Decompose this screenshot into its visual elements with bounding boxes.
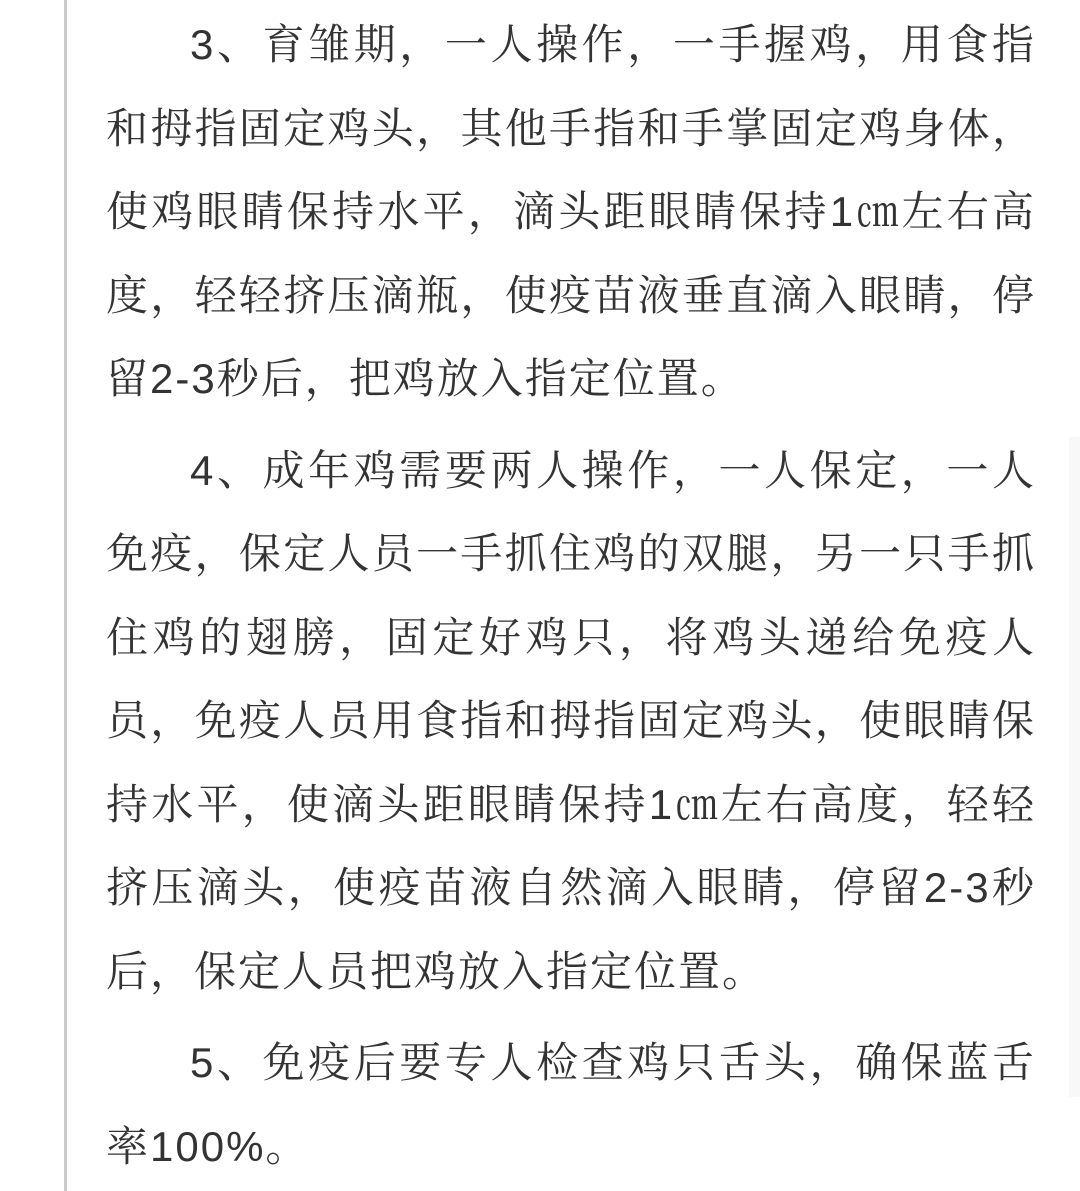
scrollbar-track[interactable] [1069,437,1080,1097]
paragraph: 4、成年鸡需要两人操作，一人保定，一人免疫，保定人员一手抓住鸡的双腿，另一只手抓住鸡的翅膀，固定好鸡只，将鸡头递给免疫人员，免疫人员用食指和拇指固定鸡头，使眼睛保持水平，使滴头距眼睛保持1㎝左右高度，轻轻挤压滴头，使疫苗液自然滴入眼睛，停留2-3秒后，保定人员把鸡放入指定位置。 [106,446,1036,995]
page-left-edge-rule [64,0,67,1191]
article-body [106,3,1036,1188]
paragraph: 3、育雏期，一人操作，一手握鸡，用食指和拇指固定鸡头，其他手指和手掌固定鸡身体，使鸡眼睛保持水平，滴头距眼睛保持1㎝左右高度，轻轻挤压滴瓶，使疫苗液垂直滴入眼睛，停留2-3秒后，把鸡放入指定位置。 [106,21,1036,402]
paragraph: 5、免疫后要专人检查鸡只舌头，确保蓝舌率100%。 [106,1039,1036,1170]
